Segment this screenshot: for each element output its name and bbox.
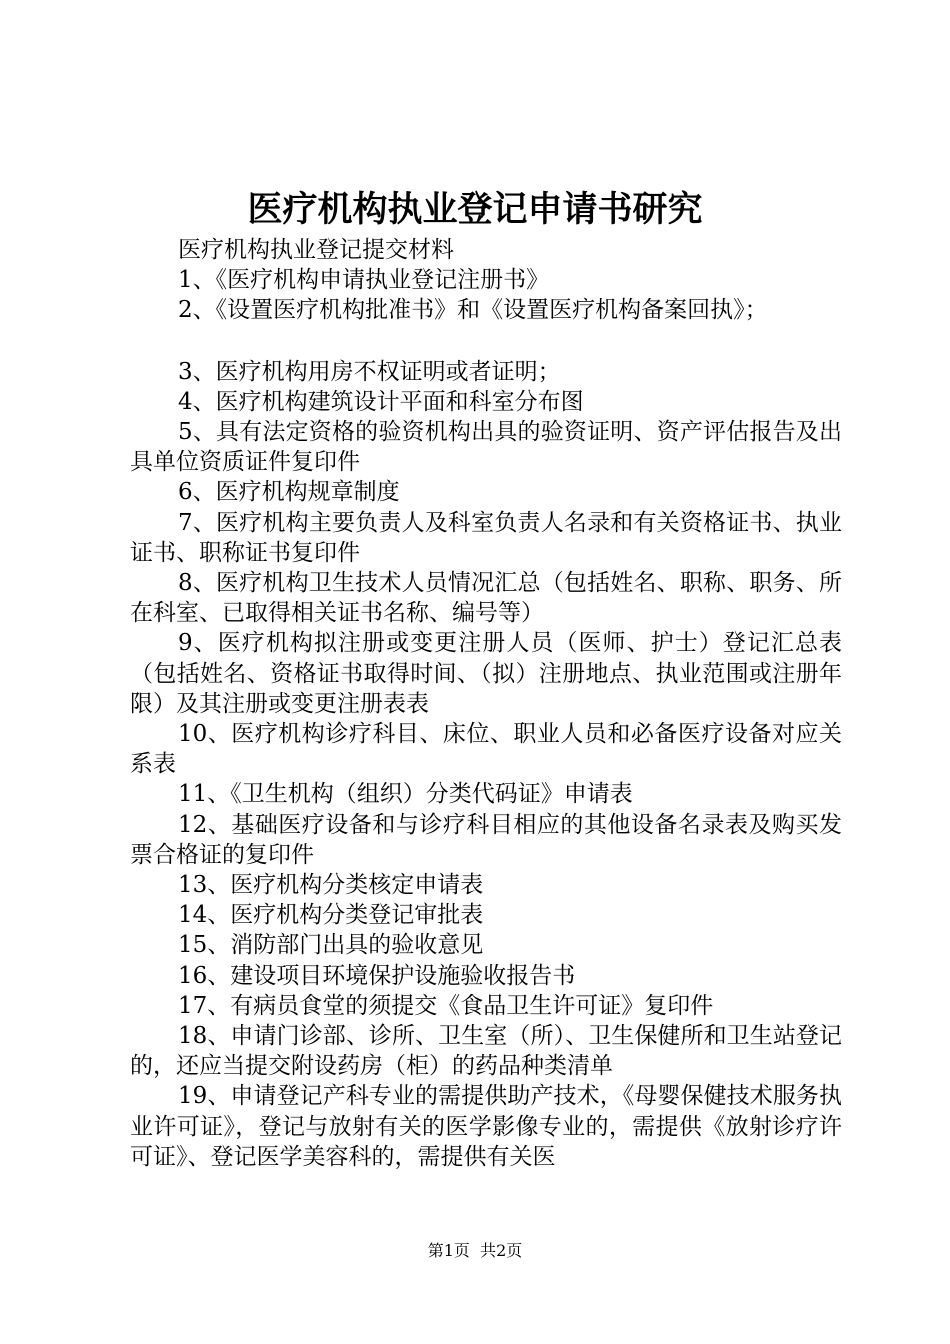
paragraph-item-18: 18、申请门诊部、诊所、卫生室（所）、卫生保健所和卫生站登记的，还应当提交附设药房（柜）的药品种类清单: [130, 1023, 842, 1080]
paragraph-item-14: 14、医疗机构分类登记审批表: [178, 902, 484, 929]
page-total: 共2页: [480, 1241, 523, 1260]
paragraph-item-15: 15、消防部门出具的验收意见: [178, 932, 484, 959]
paragraph-heading: 医疗机构执业登记提交材料: [178, 237, 454, 263]
paragraph-item-4: 4、医疗机构建筑设计平面和科室分布图: [178, 388, 584, 415]
paragraph-item-7: 7、医疗机构主要负责人及科室负责人名录和有关资格证书、执业证书、职称证书复印件: [130, 509, 842, 566]
paragraph-item-11: 11、《卫生机构（组织）分类代码证》申请表: [178, 781, 633, 808]
paragraph-item-17: 17、有病员食堂的须提交《食品卫生许可证》复印件: [178, 992, 714, 1019]
paragraph-item-3: 3、医疗机构用房不权证明或者证明；: [178, 358, 561, 385]
paragraph-item-2: 2、《设置医疗机构批准书》和《设置医疗机构备案回执》；: [178, 297, 768, 324]
page-footer: [0, 1240, 950, 1262]
document-title: 医疗机构执业登记申请书研究: [247, 190, 703, 230]
paragraph-item-8: 8、医疗机构卫生技术人员情况汇总（包括姓名、职称、职务、所在科室、已取得相关证书名称、编号等）: [130, 570, 842, 627]
paragraph-item-19: 19、申请登记产科专业的需提供助产技术，《母婴保健技术服务执业许可证》，登记与放射有关的医学影像专业的，需提供《放射诊疗许可证》、登记医学美容科的，需提供有关医: [130, 1083, 842, 1170]
paragraph-item-9: 9、医疗机构拟注册或变更注册人员（医师、护士）登记汇总表（包括姓名、资格证书取得时间、（拟）注册地点、执业范围或注册年限）及其注册或变更注册表表: [130, 630, 842, 717]
document-body: [130, 235, 842, 1172]
paragraph-item-10: 10、医疗机构诊疗科目、床位、职业人员和必备医疗设备对应关系表: [130, 721, 842, 778]
paragraph-item-1: 1、《医疗机构申请执业登记注册书》: [178, 267, 550, 294]
page-number: 第1页: [427, 1241, 470, 1260]
paragraph-item-12: 12、基础医疗设备和与诊疗科目相应的其他设备名录表及购买发票合格证的复印件: [130, 811, 842, 868]
paragraph-item-5: 5、具有法定资格的验资机构出具的验资证明、资产评估报告及出具单位资质证件复印件: [130, 419, 842, 476]
paragraph-item-16: 16、建设项目环境保护设施验收报告书: [178, 962, 576, 989]
paragraph-item-13: 13、医疗机构分类核定申请表: [178, 872, 484, 899]
paragraph-item-6: 6、医疗机构规章制度: [178, 479, 400, 506]
